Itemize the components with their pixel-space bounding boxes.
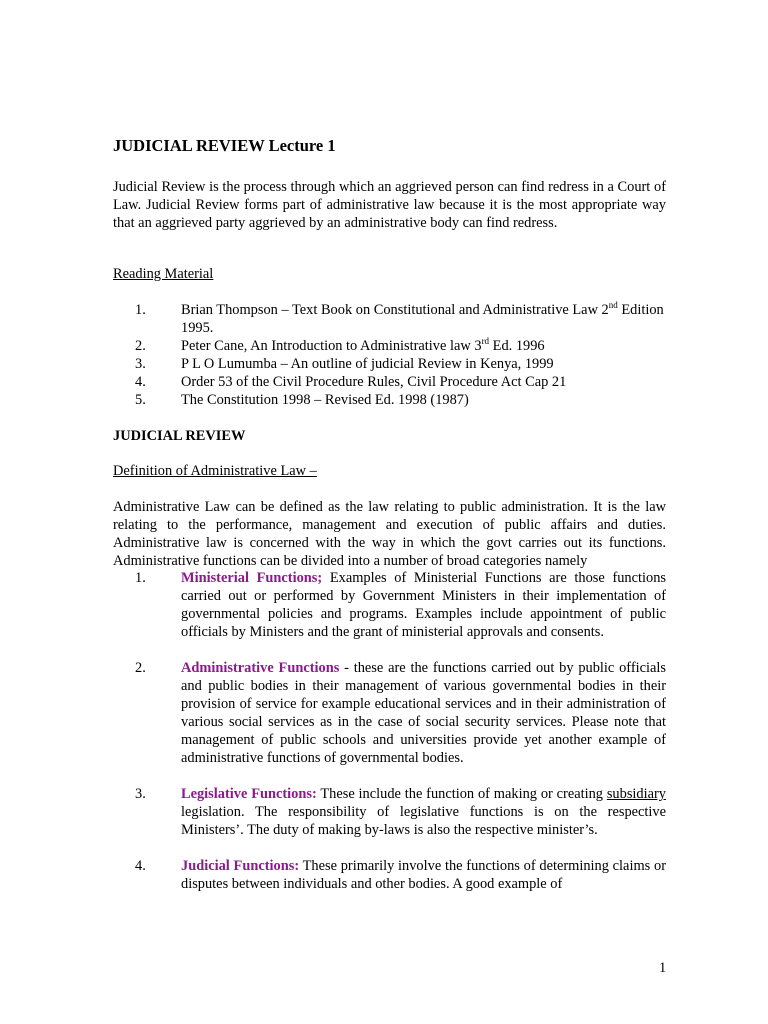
function-term: Ministerial Functions; bbox=[181, 570, 323, 586]
function-text: - these are the functions carried out by public officials and public bodies in their management of various governmental bodies in their provision of service for example educational services and in their administration of various social services as in the case of social security services. Please note that management of public schools and universities provide yet another example of administrative functions of governmental bodies. bbox=[181, 660, 666, 766]
reading-text: P L O Lumumba – An outline of judicial Review in Kenya, 1999 bbox=[181, 356, 554, 372]
function-item bbox=[113, 857, 666, 893]
superscript: rd bbox=[481, 336, 490, 347]
reading-text: Brian Thompson – Text Book on Constitutional and Administrative Law 2 bbox=[181, 302, 609, 318]
page-number: 1 bbox=[659, 960, 667, 976]
reading-item bbox=[113, 391, 666, 409]
reading-item bbox=[113, 301, 666, 337]
document-title: JUDICIAL REVIEW Lecture 1 bbox=[113, 136, 336, 155]
section-heading: JUDICIAL REVIEW bbox=[113, 428, 246, 444]
reading-text: Peter Cane, An Introduction to Administrative law 3 bbox=[181, 338, 482, 354]
reading-text-cont: Edition 1995. bbox=[181, 302, 664, 336]
list-number: 1. bbox=[135, 570, 146, 586]
reading-item bbox=[113, 355, 666, 373]
function-item bbox=[113, 785, 666, 839]
function-text-cont: legislation. The responsibility of legislative functions is on the respective Ministers’. The duty of making by-laws is also the respective minister’s. bbox=[181, 804, 666, 838]
reading-material-heading: Reading Material bbox=[113, 266, 214, 282]
reading-text-cont: Ed. 1996 bbox=[489, 338, 545, 354]
reading-list bbox=[113, 301, 666, 409]
list-number: 3. bbox=[135, 786, 146, 802]
reading-text: Order 53 of the Civil Procedure Rules, Civil Procedure Act Cap 21 bbox=[181, 374, 567, 390]
superscript: nd bbox=[608, 300, 618, 311]
function-term: Legislative Functions: bbox=[181, 786, 317, 802]
function-item bbox=[113, 569, 666, 641]
list-number: 2. bbox=[135, 338, 146, 354]
function-text: Examples of Ministerial Functions are those functions carried out or performed by Government Ministers in their implementation of governmental policies and programs. Examples include appointment of public officials by Ministers and the grant of ministerial approvals and consents. bbox=[181, 570, 667, 640]
reading-text: The Constitution 1998 – Revised Ed. 1998 (1987) bbox=[181, 392, 469, 408]
function-text: These include the function of making or creating bbox=[316, 786, 607, 802]
list-number: 4. bbox=[135, 374, 146, 390]
function-text: These primarily involve the functions of determining claims or disputes between individuals and other bodies. A good example of bbox=[181, 858, 666, 892]
reading-item bbox=[113, 373, 666, 391]
function-term: Administrative Functions bbox=[181, 660, 340, 676]
list-number: 5. bbox=[135, 392, 146, 408]
list-number: 2. bbox=[135, 660, 146, 676]
definition-heading: Definition of Administrative Law – bbox=[113, 463, 317, 479]
definition-paragraph: Administrative Law can be defined as the law relating to public administration. It is the law relating to the performance, management and execution of public affairs and duties. Administrative law is concerned with the way in which the govt carries out its functions. Administrative functions can be divided into a number of broad categories namely bbox=[113, 499, 666, 569]
reading-item bbox=[113, 337, 666, 355]
functions-list bbox=[113, 569, 666, 911]
function-term: Judicial Functions: bbox=[181, 858, 300, 874]
intro-paragraph: Judicial Review is the process through which an aggrieved person can find redress in a Court of Law. Judicial Review forms part of administrative law because it is the most appropriate way that an aggrieved party aggrieved by an administrative body can find redress. bbox=[113, 179, 666, 231]
list-number: 4. bbox=[135, 858, 146, 874]
list-number: 3. bbox=[135, 356, 146, 372]
underlined-word: subsidiary bbox=[606, 786, 666, 802]
list-number: 1. bbox=[135, 302, 146, 318]
function-item bbox=[113, 659, 666, 767]
